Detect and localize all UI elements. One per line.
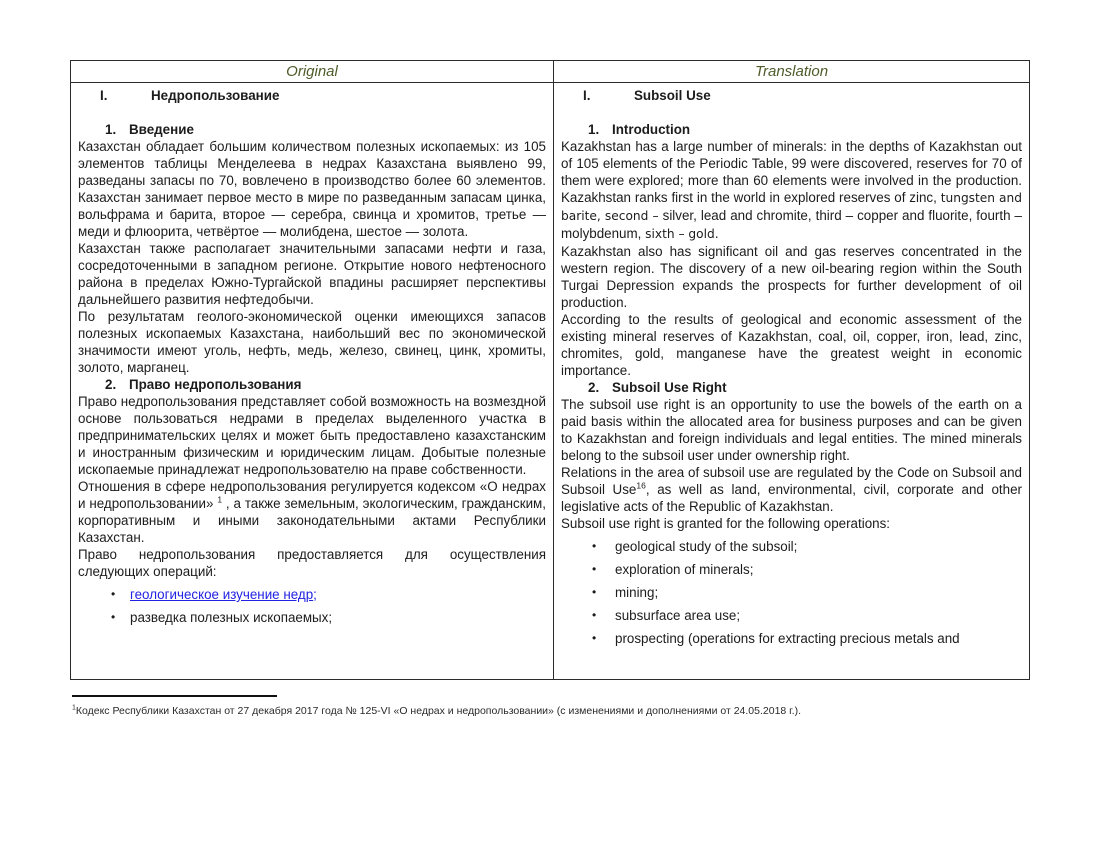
translation-paragraph-1-part-c: silver, lead and chromite, third – copper and fluorite, fourth – molybdenum, — [561, 208, 1022, 241]
original-section1-heading — [78, 121, 546, 138]
original-section1-number: 1. — [105, 122, 117, 137]
translation-main-heading-number: I. — [583, 88, 591, 103]
translation-paragraph-2: Kazakhstan also has significant oil and gas reserves concentrated in the western region. The discovery of a new oil-bearing region within the South Turgai Depression expands the prospects for further development of oil production. — [561, 244, 1022, 310]
footnote-marker: 1 — [72, 704, 76, 712]
translation-section1-heading — [561, 121, 1022, 138]
geological-study-link[interactable]: геологическое изучение недр — [130, 587, 314, 602]
translation-paragraph-6: Subsoil use right is granted for the following operations: — [561, 516, 891, 531]
original-section2-number: 2. — [105, 377, 117, 392]
bullet-icon: • — [592, 562, 597, 576]
translation-bullet-item-2 — [561, 561, 1022, 578]
original-main-heading-number: I. — [100, 88, 108, 103]
original-paragraph-5-text: Отношения в сфере недропользования регулируется кодексом «О недрах и недропользовании» — [78, 479, 546, 511]
original-section1-title: Введение — [129, 122, 194, 137]
translation-paragraph-5-continued: , as well as land, environmental, civil, corporate and other legislative acts of the Republic of Kazakhstan. — [561, 482, 1022, 514]
translation-bullet-2-text: exploration of minerals; — [615, 562, 754, 577]
footnote-ref-16: 16 — [636, 480, 646, 491]
original-paragraph-6: Право недропользования предоставляется для осуществления следующих операций: — [78, 547, 546, 579]
original-paragraph-1: Казахстан обладает большим количеством полезных ископаемых: из 105 элементов таблицы Менделеева в недрах Казахстана выявлено 99, разведаны запасы по 70, вовлечено в производство более 60 элементов. Казахстан занимает первое место в мире по разведанным запасам цинка, вольфрама и барита, второе — серебра, свинца и хромитов, третье — меди и флюорита, четвёртое — молибдена, шестое — золота. — [78, 139, 546, 239]
translation-paragraph-1-part-a: Kazakhstan has a large number of minerals: in the depths of Kazakhstan out of 105 elements of the Periodic Table, 99 were discovered, reserves for 70 of them were explored; more than 60 elements were involved in the production. Kazakhstan ranks first in the world in explored reserves of zinc, — [561, 139, 1022, 205]
translation-column-label: Translation — [754, 63, 829, 80]
original-section2-heading — [78, 376, 546, 393]
translation-bullet-item-1 — [561, 538, 1022, 555]
translation-paragraph-4: The subsoil use right is an opportunity to use the bowels of the earth on a paid basis within the allocated area for business purposes and can be given to Kazakhstan and foreign individuals and legal entities. The mined minerals belong to the subsoil user under ownership right. — [561, 397, 1022, 463]
footnote-body: Кодекс Республики Казахстан от 27 декабря 2017 года № 125-VI «О недрах и недропользовании» (с изменениями и дополнениями от 24.05.2018 г.). — [75, 705, 802, 717]
original-bullet-item-1 — [78, 586, 546, 603]
table-body-row — [71, 83, 1029, 679]
footnote-separator — [72, 695, 277, 697]
translation-bullet-1-text: geological study of the subsoil; — [615, 539, 798, 554]
original-bullet-item-2 — [78, 609, 546, 626]
link-suffix: ; — [313, 587, 317, 602]
translation-bullet-5-text: prospecting (operations for extracting precious metals and — [615, 631, 960, 646]
original-column-label: Original — [286, 63, 338, 80]
bullet-icon: • — [592, 585, 597, 599]
translation-paragraph-3: According to the results of geological and economic assessment of the existing mineral reserves of Kazakhstan, coal, oil, copper, iron, lead, zinc, chromites, gold, manganese have the greatest weight in economic importance. — [561, 312, 1022, 378]
footnote-ref-1: 1 — [217, 494, 223, 505]
bullet-icon: • — [592, 539, 597, 553]
translation-section1-title: Introduction — [612, 122, 691, 137]
translation-bullet-item-3 — [561, 584, 1022, 601]
original-paragraph-2: Казахстан также располагает значительными запасами нефти и газа, сосредоточенными в западном регионе. Открытие нового нефтеносного района в пределах Южно-Тургайской впадины расширяет перспективы дальнейшего развития нефтедобычи. — [78, 241, 546, 307]
translation-main-heading — [561, 87, 1022, 104]
translation-section2-number: 2. — [588, 380, 600, 395]
original-bullet-2-text: разведка полезных ископаемых; — [130, 610, 333, 625]
bullet-icon: • — [592, 631, 597, 645]
translation-section2-heading — [561, 379, 1022, 396]
original-column-header — [71, 61, 553, 82]
translation-cell — [553, 83, 1029, 679]
translation-bullet-item-4 — [561, 607, 1022, 624]
translation-paragraph-5 — [561, 464, 1022, 515]
translation-column-header — [553, 61, 1029, 82]
translation-paragraph-1-part-d: sixth – gold. — [645, 227, 719, 241]
bullet-icon: • — [111, 610, 116, 624]
original-cell — [71, 83, 553, 679]
bilingual-table — [70, 60, 1030, 680]
translation-bullet-4-text: subsurface area use; — [615, 608, 741, 623]
translation-paragraph-5-text: Relations in the area of subsoil use are regulated by the Code on Subsoil and Subsoil Use — [561, 465, 1022, 497]
translation-section2-title: Subsoil Use Right — [612, 380, 727, 395]
translation-paragraph-1 — [561, 138, 1022, 243]
bullet-icon: • — [592, 608, 597, 622]
original-paragraph-4: Право недропользования представляет собой возможность на возмездной основе пользоваться недрами в пределах выделенного участка в предпринимательских целях и может быть предоставлено казахстанским и иностранным физическим и юридическим лицам. Добытые полезные ископаемые принадлежат недропользователю на праве собственности. — [78, 394, 546, 477]
translation-section1-number: 1. — [588, 122, 600, 137]
original-section2-title: Право недропользования — [129, 377, 302, 392]
original-paragraph-3: По результатам геолого-экономической оценки имеющихся запасов полезных ископаемых Казахстана, наибольший вес по экономической значимости имеют уголь, нефть, медь, железо, свинец, цинк, хромиты, золото, марганец. — [78, 309, 546, 375]
original-main-heading — [78, 87, 546, 104]
bullet-icon: • — [111, 587, 116, 601]
original-paragraph-5-continued: , а также земельным, экологическим, гражданским, корпоративным и иными законодательными актами Республики Казахстан. — [78, 496, 546, 545]
translation-paragraph-1-part-b: tungsten and barite, second – — [561, 191, 1022, 223]
original-paragraph-5 — [78, 478, 546, 546]
translation-bullet-3-text: mining; — [615, 585, 659, 600]
original-main-heading-title: Недропользование — [151, 88, 280, 103]
table-header-row — [71, 61, 1029, 83]
translation-main-heading-title: Subsoil Use — [634, 88, 711, 103]
translation-bullet-item-5 — [561, 630, 1022, 647]
footnote-text — [72, 704, 1032, 718]
